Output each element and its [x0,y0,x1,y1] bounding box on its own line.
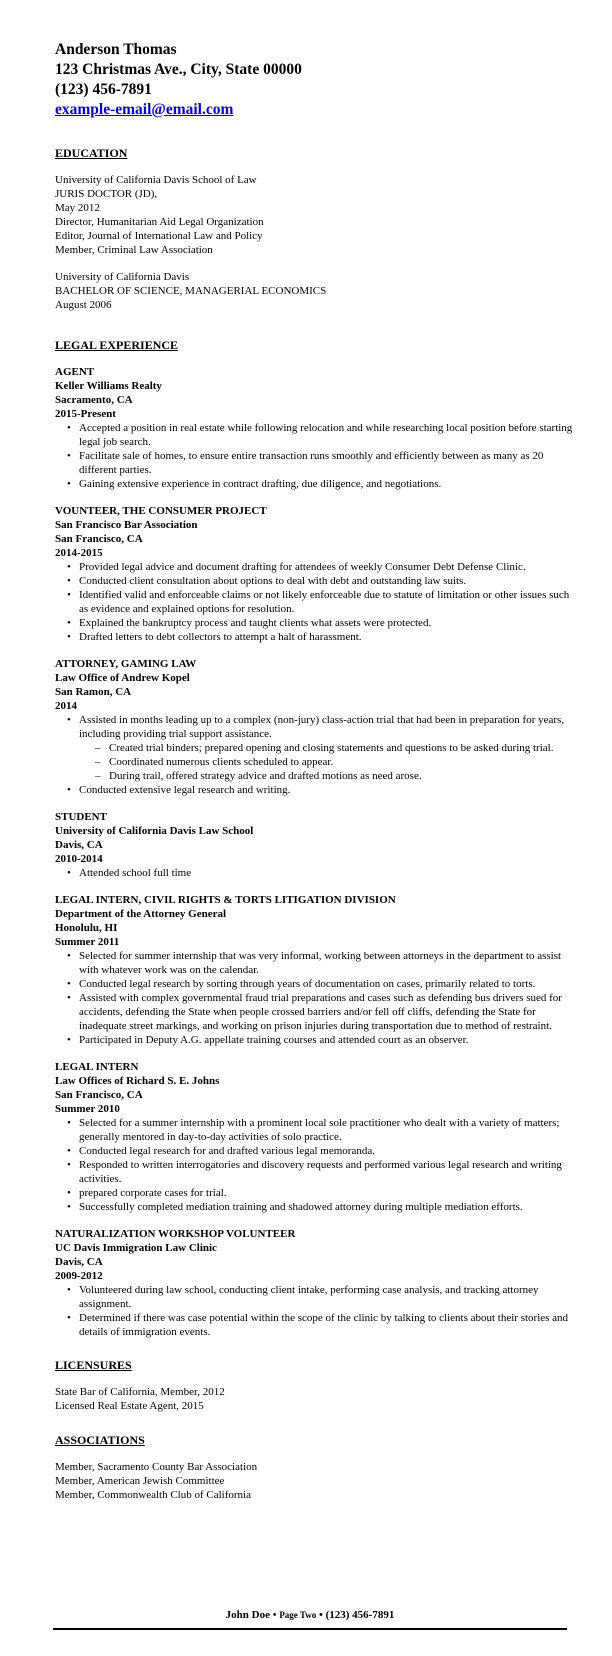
job-dates: 2009-2012 [55,1270,103,1282]
footer-name: John Doe [225,1609,270,1621]
job-bullet-list [55,1283,575,1339]
job-bullet [79,977,575,991]
job-bullet-text: Determined if there was case potential within the scope of the clinic by talking to clients about their stories and details of immigration events. [79,1312,569,1338]
education-line: University of California Davis School of Law [55,174,257,186]
job-role: STUDENT [55,811,107,823]
job-entry [55,657,575,810]
job-entry [55,810,575,893]
education-block-undergrad [55,270,575,312]
job-role: NATURALIZATION WORKSHOP VOLUNTEER [55,1228,296,1240]
job-sub-bullet: – Coordinated numerous clients scheduled to appear. [109,755,575,769]
job-location: Davis, CA [55,1256,103,1268]
job-bullet-text: Identified valid and enforceable claims or not likely enforceable due to statute of limitation or other issues such as evidence and explained options for resolution. [79,589,570,615]
job-bullet-text: Successfully completed mediation training and shadowed attorney during multiple mediation efforts. [79,1201,523,1213]
licensures-list [55,1385,575,1413]
job-bullet-text: Facilitate sale of homes, to ensure entire transaction runs smoothly and efficiently between as many as 20 different parties. [79,450,544,476]
education-block-law [55,173,575,257]
job-bullet [79,630,575,644]
job-bullet [79,1158,575,1186]
job-location: San Ramon, CA [55,686,132,698]
job-bullet-list [55,713,575,797]
job-bullet [79,1144,575,1158]
associations-list [55,1460,575,1502]
job-bullet-text: Explained the bankruptcy process and taught clients what assets were protected. [79,617,432,629]
licensure-item: State Bar of California, Member, 2012 [55,1386,225,1398]
job-bullet-list [55,949,575,1047]
job-bullet-text: Volunteered during law school, conducting client intake, performing case analysis, and tracking attorney assignment. [79,1284,539,1310]
job-organization: Law Offices of Richard S. E. Johns [55,1075,220,1087]
candidate-name: Anderson Thomas [55,41,177,58]
association-item: Member, American Jewish Committee [55,1475,225,1487]
job-bullet-text: Participated in Deputy A.G. appellate training courses and attended court as an observer. [79,1034,469,1046]
job-role: ATTORNEY, GAMING LAW [55,658,197,670]
job-bullet-text: Conducted client consultation about options to deal with debt and outstanding law suits. [79,575,467,587]
job-dates: 2014 [55,700,77,712]
licensure-item: Licensed Real Estate Agent, 2015 [55,1400,204,1412]
resume-header [55,40,302,120]
footer-page-label: Page Two [279,1610,317,1620]
candidate-email-link[interactable]: example-email@email.com [55,101,234,118]
job-location: Honolulu, HI [55,922,118,934]
job-bullet-text: Drafted letters to debt collectors to attempt a halt of harassment. [79,631,362,643]
job-role: LEGAL INTERN [55,1061,139,1073]
job-bullet-text: Assisted in months leading up to a complex (non-jury) class-action trial that had been in preparation for years, including providing trial support assistance. [79,714,565,740]
footer-separator: • [272,1609,277,1621]
job-bullet [79,560,575,574]
education-line: JURIS DOCTOR (JD), [55,188,158,200]
job-bullet-list [55,560,575,644]
job-organization: San Francisco Bar Association [55,519,198,531]
job-bullet-text: Attended school full time [79,867,192,879]
job-bullet [79,1200,575,1214]
job-dates: Summer 2011 [55,936,120,948]
job-dates: 2015-Present [55,408,116,420]
job-sub-bullet: – Created trial binders; prepared opening and closing statements and questions to be asked during trial. [109,741,575,755]
job-bullet-text: Responded to written interrogatories and discovery requests and performed various legal research and writing activities. [79,1159,562,1185]
job-bullet [79,449,575,477]
job-organization: Keller Williams Realty [55,380,162,392]
candidate-phone: (123) 456-7891 [55,81,152,98]
job-bullet [79,1311,575,1339]
education-heading: EDUCATION [55,146,128,160]
job-bullet [79,713,575,783]
job-location: Sacramento, CA [55,394,133,406]
education-line: May 2012 [55,202,100,214]
job-bullet-text: Selected for a summer internship with a prominent local sole practitioner who dealt with a variety of matters; generally mentored in day-to-day activities of solo practice. [79,1117,560,1143]
job-bullet-text: Gaining extensive experience in contract drafting, due diligence, and negotiations. [79,478,442,490]
education-line: August 2006 [55,299,112,311]
job-bullet [79,949,575,977]
footer-rule [53,1628,567,1630]
job-role: AGENT [55,366,95,378]
association-item: Member, Commonwealth Club of California [55,1489,251,1501]
page-footer [53,1608,567,1622]
job-location: Davis, CA [55,839,103,851]
job-bullet-list [55,1116,575,1214]
job-bullet [79,1116,575,1144]
job-entry [55,893,575,1060]
job-entry [55,1060,575,1227]
job-bullet-list [55,421,575,491]
association-item: Member, Sacramento County Bar Association [55,1461,258,1473]
job-bullet [79,421,575,449]
job-location: San Francisco, CA [55,1089,143,1101]
job-bullet-list [55,866,575,880]
job-list [55,365,575,1352]
job-role: VOUNTEER, THE CONSUMER PROJECT [55,505,267,517]
job-bullet-text: Accepted a position in real estate while following relocation and while researching local position before starting legal job search. [79,422,573,448]
job-bullet-text: Provided legal advice and document drafting for attendees of weekly Consumer Debt Defense Clinic. [79,561,526,573]
job-bullet [79,588,575,616]
job-entry [55,365,575,504]
job-dates: 2014-2015 [55,547,103,559]
job-bullet [79,866,575,880]
education-line: University of California Davis [55,271,190,283]
licensures-heading: LICENSURES [55,1358,132,1372]
job-role: LEGAL INTERN, CIVIL RIGHTS & TORTS LITIGATION DIVISION [55,894,396,906]
legal-experience-heading: LEGAL EXPERIENCE [55,338,179,352]
job-organization: University of California Davis Law School [55,825,254,837]
resume-body [55,146,575,1502]
job-entry [55,1227,575,1352]
job-bullet [79,477,575,491]
job-bullet [79,1283,575,1311]
job-bullet-text: Assisted with complex governmental fraud trial preparations and cases such as defending bus drivers sued for accidents, defending the State when people crossed barriers and/or fell off cliffs, defending the State for inadequate street markings, and working on prison injuries during transportation due to method of restraint. [79,992,562,1032]
job-organization: Law Office of Andrew Kopel [55,672,190,684]
education-line: Editor, Journal of International Law and Policy [55,230,263,242]
education-line: Member, Criminal Law Association [55,244,213,256]
job-dates: Summer 2010 [55,1103,120,1115]
footer-phone: (123) 456-7891 [325,1609,395,1621]
job-bullet-text: Conducted legal research by sorting through years of documentation on cases, primarily related to torts. [79,978,536,990]
associations-heading: ASSOCIATIONS [55,1433,145,1447]
job-location: San Francisco, CA [55,533,143,545]
job-sub-bullet-list [79,741,575,783]
job-bullet-text: Selected for summer internship that was very informal, working between attorneys in the department to assist with whatever work was on the calendar. [79,950,562,976]
job-bullet [79,1186,575,1200]
job-organization: UC Davis Immigration Law Clinic [55,1242,217,1254]
job-bullet-text: prepared corporate cases for trial. [79,1187,227,1199]
job-bullet-text: Conducted extensive legal research and writing. [79,784,291,796]
candidate-address: 123 Christmas Ave., City, State 00000 [55,61,302,78]
education-line: BACHELOR OF SCIENCE, MANAGERIAL ECONOMICS [55,285,327,297]
job-dates: 2010-2014 [55,853,103,865]
job-entry [55,504,575,657]
job-bullet [79,1033,575,1047]
footer-separator: • [318,1609,323,1621]
job-bullet [79,616,575,630]
job-bullet [79,574,575,588]
job-organization: Department of the Attorney General [55,908,227,920]
job-bullet [79,783,575,797]
job-bullet-text: Conducted legal research for and drafted various legal memoranda. [79,1145,375,1157]
job-sub-bullet: – During trail, offered strategy advice and drafted motions as need arose. [109,769,575,783]
job-bullet [79,991,575,1033]
education-line: Director, Humanitarian Aid Legal Organization [55,216,264,228]
